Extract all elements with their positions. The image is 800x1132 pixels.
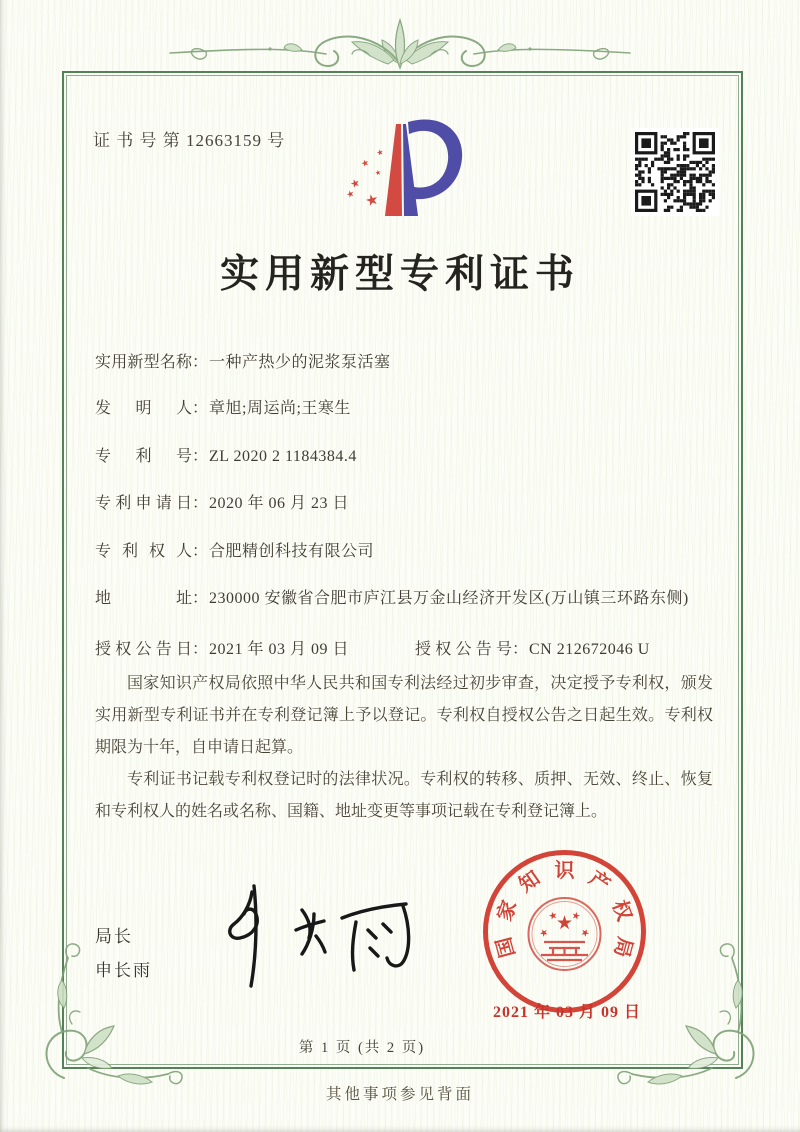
svg-text:国: 国 <box>493 934 520 960</box>
field-row-grant <box>95 637 715 662</box>
logo-red-wedge <box>385 124 402 216</box>
certificate-number: 证 书 号 第 12663159 号 <box>93 131 286 150</box>
logo-blue-wedge <box>403 124 418 216</box>
star-icon: ★ <box>359 157 371 170</box>
colon: ： <box>192 543 209 560</box>
star-icon: ★ <box>537 926 551 941</box>
colon: ： <box>192 448 209 465</box>
star-icon: ★ <box>363 189 381 211</box>
star-icon: ★ <box>555 912 574 934</box>
field-value: 2021 年 03 月 09 日 <box>209 641 350 658</box>
field-value: 一种产热少的泥浆泵活塞 <box>209 354 391 371</box>
field-label: 实用新型名称 <box>95 354 192 371</box>
signer-name: 申长雨 <box>95 961 152 980</box>
seal-date: 2021 年 03 月 09 日 <box>492 1004 641 1021</box>
colon: ： <box>192 641 209 658</box>
field-label: 授权公告日 <box>95 641 192 658</box>
field-row-patentee <box>95 539 715 564</box>
field-value: CN 212672046 U <box>529 641 650 658</box>
field-label: 专利号 <box>95 448 192 465</box>
field-label: 地址 <box>95 590 192 607</box>
svg-text:知: 知 <box>515 867 545 897</box>
back-side-note: 其他事项参见背面 <box>325 1086 474 1103</box>
field-row-inventor <box>95 396 715 421</box>
field-label: 发明人 <box>95 400 192 417</box>
svg-text:识: 识 <box>554 860 575 882</box>
field-value: 230000 安徽省合肥市庐江县万金山经济开发区(万山镇三环路东侧) <box>209 590 689 607</box>
field-value: 合肥精创科技有限公司 <box>209 543 375 560</box>
field-label: 专利权人 <box>95 543 192 560</box>
svg-text:家: 家 <box>493 897 522 924</box>
certificate-title: 实用新型专利证书 <box>219 253 580 296</box>
logo-stars <box>345 147 385 210</box>
field-row-patent-no <box>95 444 715 469</box>
field-row-name <box>95 350 715 375</box>
colon: ： <box>512 641 529 658</box>
field-label: 专利申请日 <box>95 495 192 512</box>
bottom-left-corner-ornament <box>28 928 193 1093</box>
star-icon: ★ <box>375 147 385 158</box>
field-value: 章旭;周运尚;王寒生 <box>209 400 351 417</box>
star-icon: ★ <box>578 926 592 941</box>
signature-handwriting <box>210 880 425 990</box>
svg-text:权: 权 <box>607 897 636 924</box>
cnipa-logo-icon <box>338 112 468 222</box>
colon: ： <box>192 400 209 417</box>
field-label: 授权公告号 <box>415 641 512 658</box>
grant-no-group <box>415 637 650 662</box>
legal-paragraph-2: 专利证书记载专利权登记时的法律状况。专利权的转移、质押、无效、终止、恢复和专利权人的姓名或名称、国籍、地址变更等事项记载在专利登记簿上。 <box>95 771 713 820</box>
colon: ： <box>192 354 209 371</box>
field-row-filing-date <box>95 491 715 516</box>
field-value: 2020 年 06 月 23 日 <box>209 495 350 512</box>
logo-p-bowl <box>408 120 462 200</box>
signer-title: 局长 <box>95 927 133 946</box>
page-number: 第 1 页 (共 2 页) <box>298 1040 426 1056</box>
seal-stars <box>538 910 592 940</box>
star-icon: ★ <box>570 910 582 923</box>
svg-text:产: 产 <box>584 867 614 897</box>
official-seal <box>477 844 652 1019</box>
qr-code <box>631 128 719 216</box>
field-row-address <box>95 586 715 611</box>
legal-paragraph-1: 国家知识产权局依照中华人民共和国专利法经过初步审查，决定授予专利权，颁发实用新型专利证书并在专利登记簿上予以登记。专利权自授权公告之日起生效。专利权期限为十年，自申请日起算。 <box>95 675 713 756</box>
star-icon: ★ <box>547 910 559 923</box>
colon: ： <box>192 590 209 607</box>
top-flourish-ornament <box>168 4 632 100</box>
star-icon: ★ <box>374 168 382 178</box>
legal-text <box>95 668 713 828</box>
svg-text:局: 局 <box>609 934 636 960</box>
star-icon: ★ <box>345 188 357 202</box>
colon: ： <box>192 495 209 512</box>
star-icon: ★ <box>348 175 363 192</box>
field-value: ZL 2020 2 1184384.4 <box>209 448 357 465</box>
